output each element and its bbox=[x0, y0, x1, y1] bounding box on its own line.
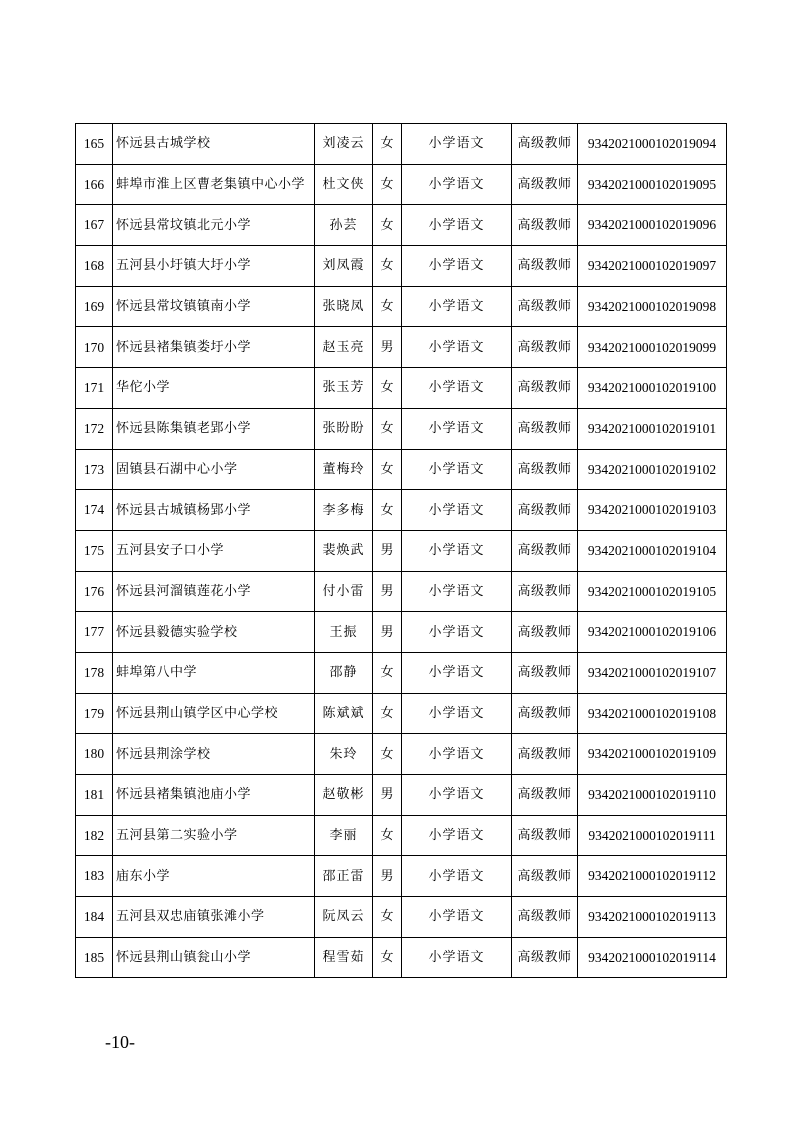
school-name-cell: 怀远县常坟镇镇南小学 bbox=[113, 286, 315, 327]
professional-title-cell: 高级教师 bbox=[512, 327, 578, 368]
subject-cell: 小学语文 bbox=[402, 571, 512, 612]
school-name-cell: 五河县安子口小学 bbox=[113, 530, 315, 571]
professional-title-cell: 高级教师 bbox=[512, 408, 578, 449]
teacher-name-cell: 赵玉亮 bbox=[315, 327, 373, 368]
certificate-number-cell: 9342021000102019104 bbox=[578, 530, 727, 571]
gender-cell: 女 bbox=[373, 652, 402, 693]
row-number-cell: 183 bbox=[76, 856, 113, 897]
professional-title-cell: 高级教师 bbox=[512, 164, 578, 205]
subject-cell: 小学语文 bbox=[402, 775, 512, 816]
certificate-number-cell: 9342021000102019109 bbox=[578, 734, 727, 775]
table-row bbox=[76, 368, 727, 409]
teacher-name-cell: 孙芸 bbox=[315, 205, 373, 246]
teacher-name-cell: 陈斌斌 bbox=[315, 693, 373, 734]
gender-cell: 男 bbox=[373, 530, 402, 571]
teacher-name-cell: 董梅玲 bbox=[315, 449, 373, 490]
gender-cell: 女 bbox=[373, 124, 402, 165]
professional-title-cell: 高级教师 bbox=[512, 775, 578, 816]
certificate-number-cell: 9342021000102019111 bbox=[578, 815, 727, 856]
certificate-number-cell: 9342021000102019114 bbox=[578, 937, 727, 978]
teacher-name-cell: 赵敬彬 bbox=[315, 775, 373, 816]
teacher-name-cell: 李丽 bbox=[315, 815, 373, 856]
table-row bbox=[76, 246, 727, 287]
certificate-number-cell: 9342021000102019096 bbox=[578, 205, 727, 246]
certificate-number-cell: 9342021000102019112 bbox=[578, 856, 727, 897]
subject-cell: 小学语文 bbox=[402, 408, 512, 449]
certificate-number-cell: 9342021000102019101 bbox=[578, 408, 727, 449]
subject-cell: 小学语文 bbox=[402, 124, 512, 165]
subject-cell: 小学语文 bbox=[402, 530, 512, 571]
school-name-cell: 固镇县石湖中心小学 bbox=[113, 449, 315, 490]
subject-cell: 小学语文 bbox=[402, 327, 512, 368]
row-number-cell: 184 bbox=[76, 897, 113, 938]
gender-cell: 男 bbox=[373, 571, 402, 612]
subject-cell: 小学语文 bbox=[402, 490, 512, 531]
professional-title-cell: 高级教师 bbox=[512, 286, 578, 327]
school-name-cell: 怀远县荆涂学校 bbox=[113, 734, 315, 775]
row-number-cell: 185 bbox=[76, 937, 113, 978]
gender-cell: 女 bbox=[373, 205, 402, 246]
gender-cell: 女 bbox=[373, 449, 402, 490]
row-number-cell: 169 bbox=[76, 286, 113, 327]
row-number-cell: 176 bbox=[76, 571, 113, 612]
teacher-name-cell: 刘凌云 bbox=[315, 124, 373, 165]
table-row bbox=[76, 327, 727, 368]
row-number-cell: 181 bbox=[76, 775, 113, 816]
teacher-name-cell: 朱玲 bbox=[315, 734, 373, 775]
school-name-cell: 怀远县河溜镇莲花小学 bbox=[113, 571, 315, 612]
teacher-list-table bbox=[75, 123, 727, 978]
table-row bbox=[76, 530, 727, 571]
gender-cell: 女 bbox=[373, 164, 402, 205]
row-number-cell: 165 bbox=[76, 124, 113, 165]
teacher-name-cell: 邵静 bbox=[315, 652, 373, 693]
professional-title-cell: 高级教师 bbox=[512, 490, 578, 531]
row-number-cell: 182 bbox=[76, 815, 113, 856]
gender-cell: 女 bbox=[373, 937, 402, 978]
table-row bbox=[76, 652, 727, 693]
professional-title-cell: 高级教师 bbox=[512, 815, 578, 856]
subject-cell: 小学语文 bbox=[402, 815, 512, 856]
certificate-number-cell: 9342021000102019107 bbox=[578, 652, 727, 693]
teacher-name-cell: 裴焕武 bbox=[315, 530, 373, 571]
certificate-number-cell: 9342021000102019094 bbox=[578, 124, 727, 165]
table-row bbox=[76, 286, 727, 327]
school-name-cell: 怀远县古城学校 bbox=[113, 124, 315, 165]
certificate-number-cell: 9342021000102019098 bbox=[578, 286, 727, 327]
gender-cell: 男 bbox=[373, 612, 402, 653]
table-row bbox=[76, 693, 727, 734]
certificate-number-cell: 9342021000102019097 bbox=[578, 246, 727, 287]
teacher-name-cell: 王振 bbox=[315, 612, 373, 653]
table-row bbox=[76, 571, 727, 612]
table-row bbox=[76, 815, 727, 856]
row-number-cell: 168 bbox=[76, 246, 113, 287]
subject-cell: 小学语文 bbox=[402, 652, 512, 693]
row-number-cell: 170 bbox=[76, 327, 113, 368]
certificate-number-cell: 9342021000102019095 bbox=[578, 164, 727, 205]
professional-title-cell: 高级教师 bbox=[512, 246, 578, 287]
certificate-number-cell: 9342021000102019100 bbox=[578, 368, 727, 409]
subject-cell: 小学语文 bbox=[402, 449, 512, 490]
gender-cell: 女 bbox=[373, 897, 402, 938]
table-row bbox=[76, 164, 727, 205]
professional-title-cell: 高级教师 bbox=[512, 734, 578, 775]
row-number-cell: 171 bbox=[76, 368, 113, 409]
teacher-name-cell: 邵正雷 bbox=[315, 856, 373, 897]
row-number-cell: 177 bbox=[76, 612, 113, 653]
teacher-name-cell: 付小雷 bbox=[315, 571, 373, 612]
professional-title-cell: 高级教师 bbox=[512, 368, 578, 409]
teacher-name-cell: 张晓凤 bbox=[315, 286, 373, 327]
subject-cell: 小学语文 bbox=[402, 612, 512, 653]
teacher-name-cell: 刘凤霞 bbox=[315, 246, 373, 287]
page-number: -10- bbox=[105, 1032, 135, 1052]
certificate-number-cell: 9342021000102019113 bbox=[578, 897, 727, 938]
school-name-cell: 怀远县荆山镇瓮山小学 bbox=[113, 937, 315, 978]
school-name-cell: 五河县双忠庙镇张滩小学 bbox=[113, 897, 315, 938]
gender-cell: 男 bbox=[373, 856, 402, 897]
table-row bbox=[76, 856, 727, 897]
row-number-cell: 172 bbox=[76, 408, 113, 449]
table-row bbox=[76, 124, 727, 165]
professional-title-cell: 高级教师 bbox=[512, 612, 578, 653]
certificate-number-cell: 9342021000102019106 bbox=[578, 612, 727, 653]
school-name-cell: 五河县第二实验小学 bbox=[113, 815, 315, 856]
professional-title-cell: 高级教师 bbox=[512, 937, 578, 978]
gender-cell: 女 bbox=[373, 734, 402, 775]
school-name-cell: 华佗小学 bbox=[113, 368, 315, 409]
school-name-cell: 怀远县荆山镇学区中心学校 bbox=[113, 693, 315, 734]
teacher-name-cell: 杜文侠 bbox=[315, 164, 373, 205]
professional-title-cell: 高级教师 bbox=[512, 652, 578, 693]
gender-cell: 女 bbox=[373, 408, 402, 449]
subject-cell: 小学语文 bbox=[402, 734, 512, 775]
subject-cell: 小学语文 bbox=[402, 205, 512, 246]
school-name-cell: 怀远县褚集镇池庙小学 bbox=[113, 775, 315, 816]
subject-cell: 小学语文 bbox=[402, 246, 512, 287]
table-row bbox=[76, 612, 727, 653]
professional-title-cell: 高级教师 bbox=[512, 449, 578, 490]
row-number-cell: 180 bbox=[76, 734, 113, 775]
professional-title-cell: 高级教师 bbox=[512, 856, 578, 897]
row-number-cell: 173 bbox=[76, 449, 113, 490]
certificate-number-cell: 9342021000102019099 bbox=[578, 327, 727, 368]
gender-cell: 女 bbox=[373, 246, 402, 287]
table-row bbox=[76, 897, 727, 938]
table-body bbox=[76, 124, 727, 978]
certificate-number-cell: 9342021000102019103 bbox=[578, 490, 727, 531]
table-row bbox=[76, 449, 727, 490]
row-number-cell: 167 bbox=[76, 205, 113, 246]
gender-cell: 女 bbox=[373, 815, 402, 856]
table-row bbox=[76, 775, 727, 816]
professional-title-cell: 高级教师 bbox=[512, 530, 578, 571]
certificate-number-cell: 9342021000102019102 bbox=[578, 449, 727, 490]
school-name-cell: 庙东小学 bbox=[113, 856, 315, 897]
professional-title-cell: 高级教师 bbox=[512, 693, 578, 734]
row-number-cell: 175 bbox=[76, 530, 113, 571]
row-number-cell: 166 bbox=[76, 164, 113, 205]
teacher-name-cell: 程雪茹 bbox=[315, 937, 373, 978]
certificate-number-cell: 9342021000102019110 bbox=[578, 775, 727, 816]
certificate-number-cell: 9342021000102019105 bbox=[578, 571, 727, 612]
subject-cell: 小学语文 bbox=[402, 693, 512, 734]
school-name-cell: 蚌埠第八中学 bbox=[113, 652, 315, 693]
row-number-cell: 174 bbox=[76, 490, 113, 531]
subject-cell: 小学语文 bbox=[402, 164, 512, 205]
gender-cell: 女 bbox=[373, 286, 402, 327]
professional-title-cell: 高级教师 bbox=[512, 124, 578, 165]
subject-cell: 小学语文 bbox=[402, 286, 512, 327]
professional-title-cell: 高级教师 bbox=[512, 571, 578, 612]
school-name-cell: 蚌埠市淮上区曹老集镇中心小学 bbox=[113, 164, 315, 205]
certificate-number-cell: 9342021000102019108 bbox=[578, 693, 727, 734]
subject-cell: 小学语文 bbox=[402, 897, 512, 938]
row-number-cell: 179 bbox=[76, 693, 113, 734]
teacher-name-cell: 张盼盼 bbox=[315, 408, 373, 449]
table-row bbox=[76, 490, 727, 531]
gender-cell: 女 bbox=[373, 693, 402, 734]
teacher-name-cell: 张玉芳 bbox=[315, 368, 373, 409]
gender-cell: 男 bbox=[373, 775, 402, 816]
school-name-cell: 五河县小圩镇大圩小学 bbox=[113, 246, 315, 287]
subject-cell: 小学语文 bbox=[402, 368, 512, 409]
professional-title-cell: 高级教师 bbox=[512, 205, 578, 246]
table-row bbox=[76, 205, 727, 246]
subject-cell: 小学语文 bbox=[402, 937, 512, 978]
school-name-cell: 怀远县古城镇杨郢小学 bbox=[113, 490, 315, 531]
gender-cell: 女 bbox=[373, 368, 402, 409]
school-name-cell: 怀远县毅德实验学校 bbox=[113, 612, 315, 653]
professional-title-cell: 高级教师 bbox=[512, 897, 578, 938]
row-number-cell: 178 bbox=[76, 652, 113, 693]
subject-cell: 小学语文 bbox=[402, 856, 512, 897]
school-name-cell: 怀远县陈集镇老郢小学 bbox=[113, 408, 315, 449]
teacher-name-cell: 李多梅 bbox=[315, 490, 373, 531]
school-name-cell: 怀远县褚集镇娄圩小学 bbox=[113, 327, 315, 368]
table-row bbox=[76, 734, 727, 775]
gender-cell: 女 bbox=[373, 490, 402, 531]
gender-cell: 男 bbox=[373, 327, 402, 368]
teacher-name-cell: 阮凤云 bbox=[315, 897, 373, 938]
table-row bbox=[76, 937, 727, 978]
school-name-cell: 怀远县常坟镇北元小学 bbox=[113, 205, 315, 246]
table-row bbox=[76, 408, 727, 449]
